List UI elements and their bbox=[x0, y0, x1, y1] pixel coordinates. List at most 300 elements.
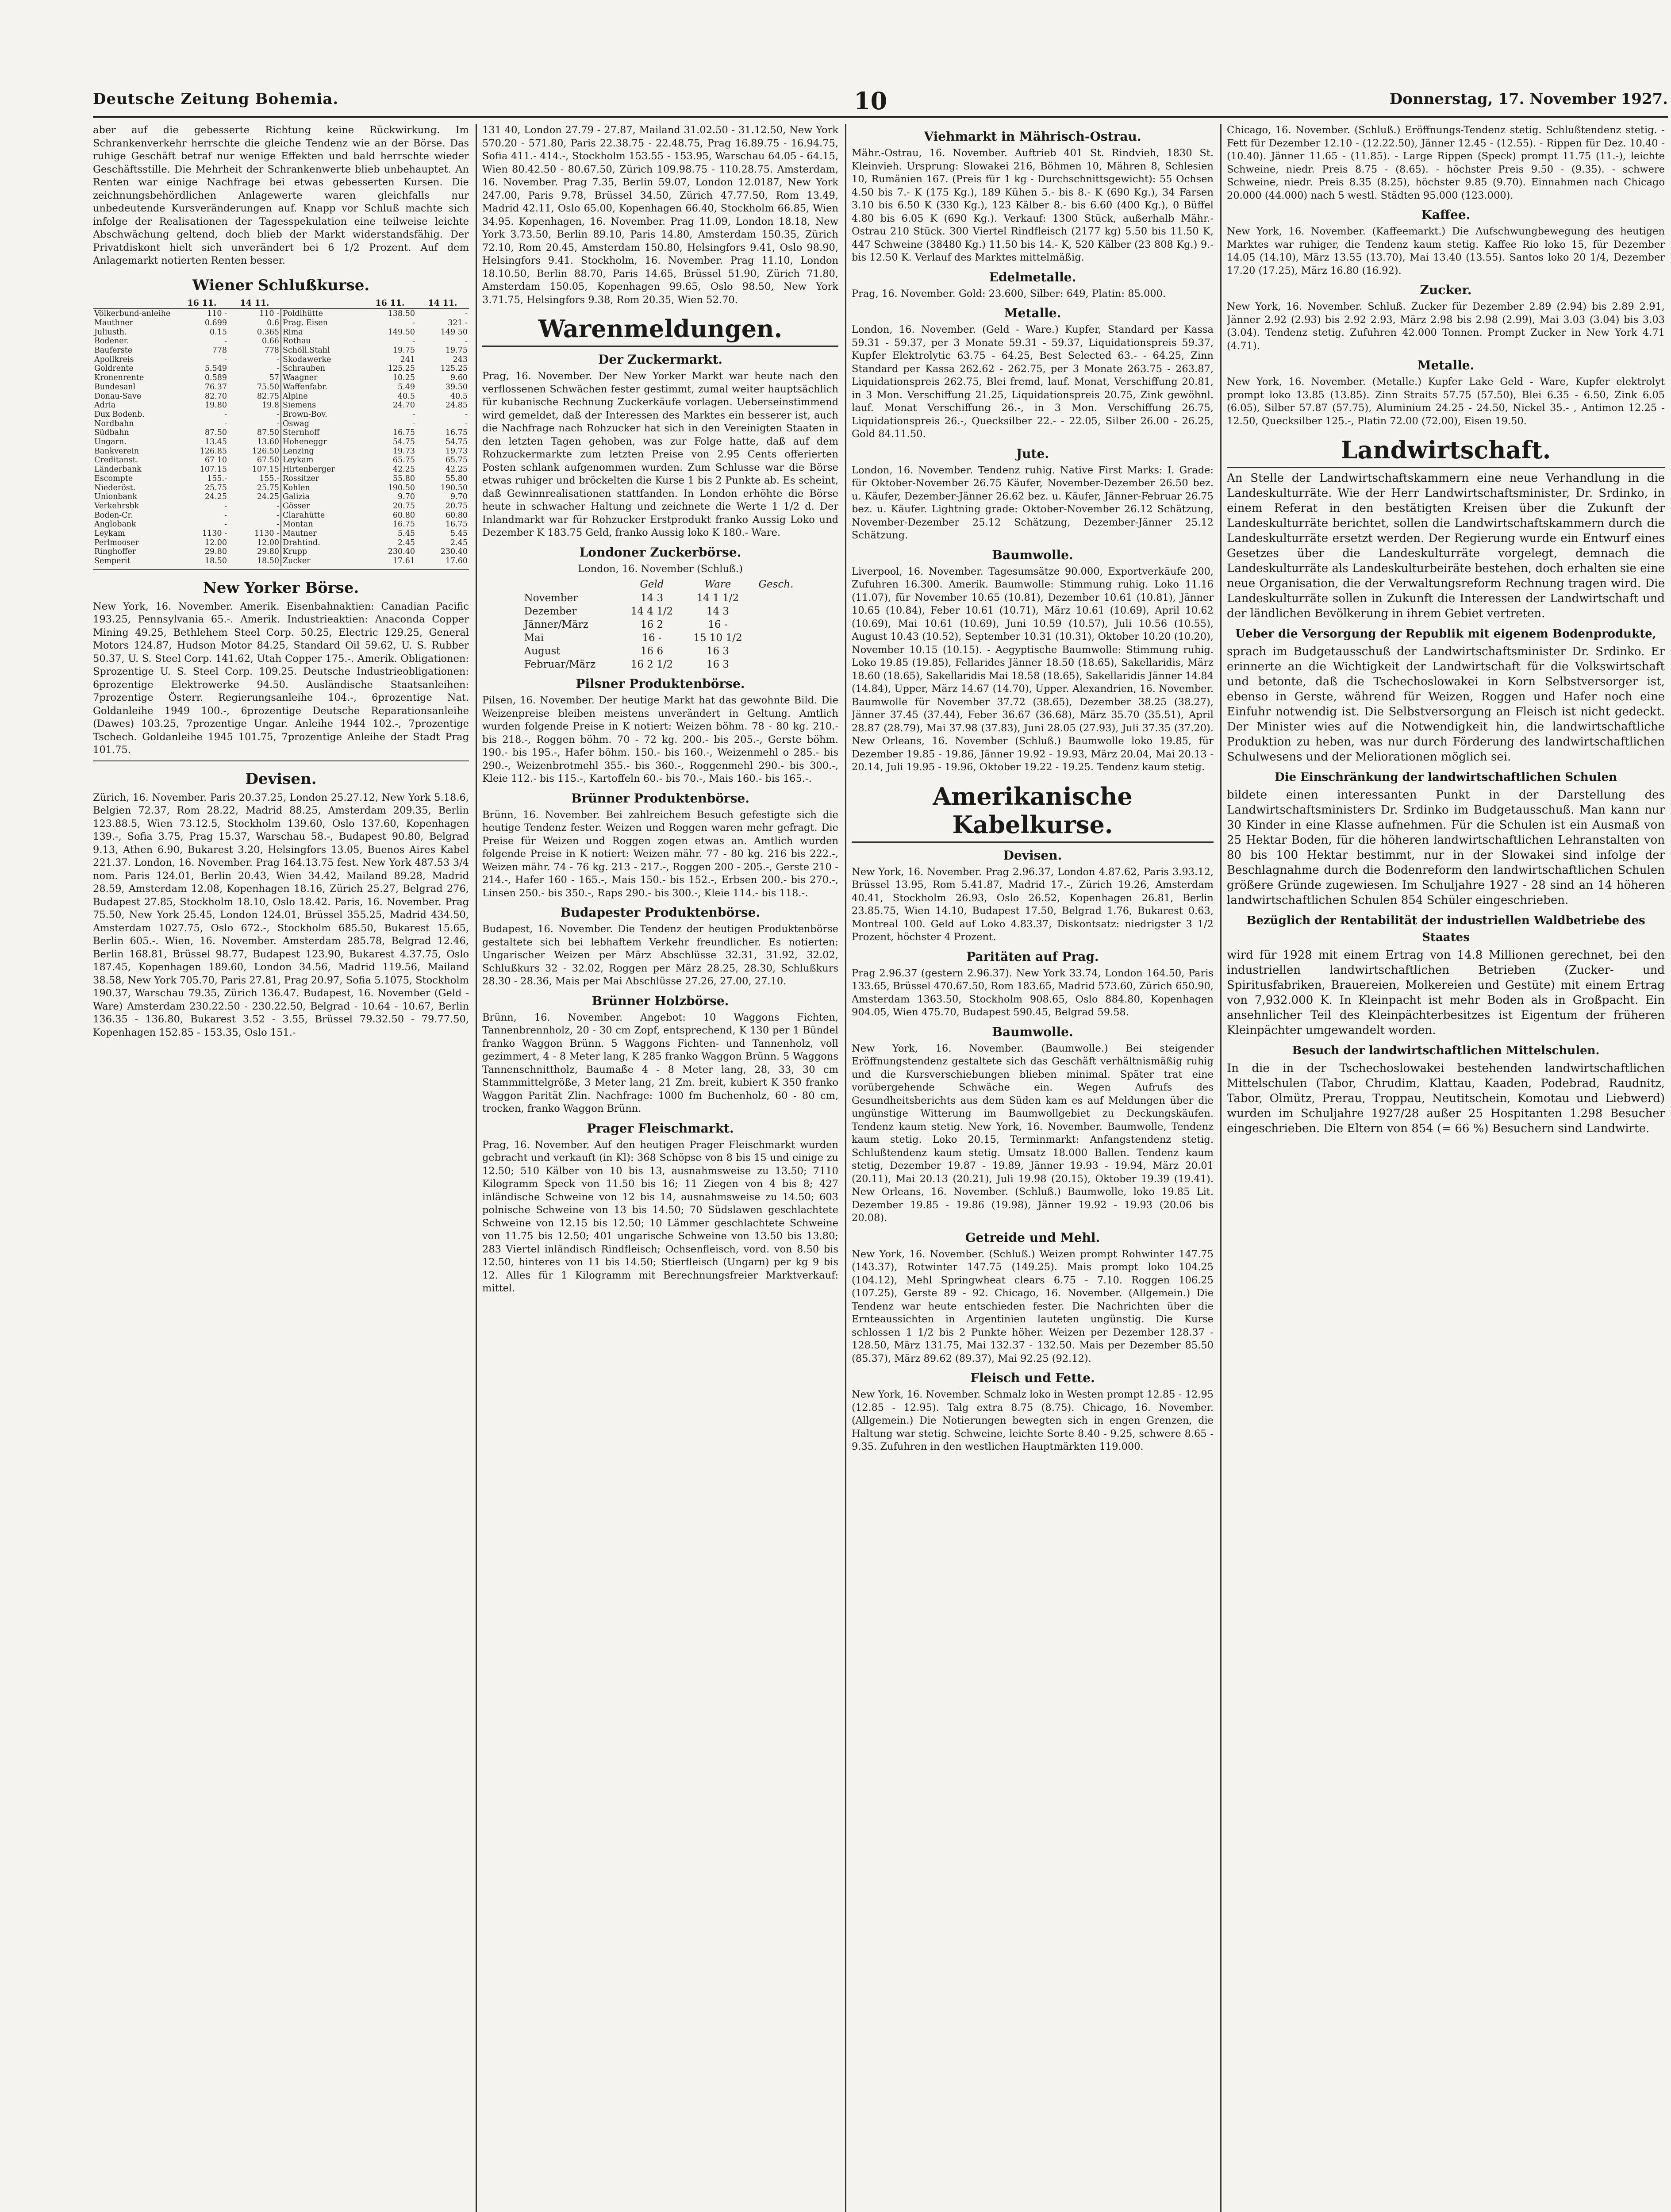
table-cell: 54.75 bbox=[392, 438, 415, 447]
landwirtschaft-text-1: An Stelle der Landwirtschaftskammern eine neue Verhandlung in die Landeskulturräte. Wie der Herr Landwirtschaftsminister, Dr. Srdinko, in einem Referat in den bestätigten Kreisen über die Zukunft der Landeskulturräte berichtet, sollen die Landwirtschaftskammern durch die Landeskulturräte ersetzt werden. Der Regierung wurde ein Entwurf eines Gesetzes über die Landeskulturräte vorgelegt, demnach die Landeskulturräte als Landeskulturbeiräte bestehen, doch erhalten sie eine neue Organisation, die der Verwaltungsreform Rechnung tragen wird. Die Landeskulturräte sollen in Zukunft die Interessen der Landwirtschaft und der ländlichen Bevölkerung in ihrem Gebiet vertreten. bbox=[1227, 472, 1665, 620]
table-cell: 20.75 bbox=[445, 501, 468, 511]
table-cell: - bbox=[224, 355, 227, 364]
table-row bbox=[522, 605, 799, 618]
table-cell: Donau-Save bbox=[94, 392, 142, 401]
table-cell: 110 - bbox=[259, 309, 279, 319]
table-cell: - bbox=[277, 520, 279, 529]
table-cell: - bbox=[277, 355, 279, 364]
table-cell: 321 - bbox=[448, 318, 468, 327]
table-cell: 19.73 bbox=[445, 446, 468, 456]
column-rule bbox=[1220, 124, 1222, 2212]
wiener-table-body bbox=[93, 309, 469, 566]
table-cell: 16 3 bbox=[706, 659, 730, 670]
table-row bbox=[93, 410, 469, 419]
table-cell: 9.60 bbox=[450, 373, 468, 383]
table-cell: 126.50 bbox=[252, 446, 279, 456]
table-header-cell bbox=[93, 298, 176, 309]
table-cell: Oswag bbox=[281, 419, 364, 429]
table-cell: Bodener. bbox=[94, 337, 129, 346]
jute-text: London, 16. November. Tendenz ruhig. Native First Marks: I. Grade: für Oktober-November 26.75 Käufer, November-Dezember 26.50 bez. u. Käufer, Dezember-Jänner 26.62 bez. u. Käufer, Jänner-Februar 26.75 bez. u. Käufer. Lightning grade: Oktober-November 26.12 Schätzung, November-Dezember 25.12 Schätzung, Dezember-Jänner 25.12 Schätzung. bbox=[852, 464, 1214, 541]
baumwolle-heading: Baumwolle. bbox=[992, 547, 1073, 562]
zucker-text: New York, 16. November. Schluß. Zucker für Dezember 2.89 (2.94) bis 2.89 2.91, Jänner 2.92 (2.93) bis 2.92 2.93, März 2.98 bis 2.98 (2.99), Mai 3.03 (3.04) bis 3.03 (3.04). Tendenz stetig. Zufuhren 42.000 Tonnen. Prompt Zucker in New York 4.71 (4.71). bbox=[1227, 301, 1665, 352]
table-cell bbox=[753, 591, 799, 605]
table-row bbox=[93, 557, 469, 566]
table-cell: 39.50 bbox=[445, 382, 468, 392]
table-cell bbox=[753, 645, 799, 658]
new-yorker-boerse-heading: New Yorker Börse. bbox=[203, 579, 359, 597]
table-cell: Lenzing bbox=[281, 447, 364, 456]
table-cell: - bbox=[224, 501, 227, 511]
bruenner-produktenboerse-heading: Brünner Produktenbörse. bbox=[571, 791, 750, 806]
table-header-cell: 14 11. bbox=[416, 298, 469, 309]
table-cell: 25.75 bbox=[204, 483, 227, 492]
page-number: 10 bbox=[854, 87, 887, 115]
table-cell: - bbox=[465, 309, 468, 319]
table-cell: Mauthner bbox=[94, 318, 133, 327]
table-cell: 0.589 bbox=[204, 373, 227, 383]
table-cell: 19.8 bbox=[262, 401, 279, 410]
table-cell: 16 2 1/2 bbox=[630, 659, 673, 670]
column-rule bbox=[845, 124, 846, 2212]
landwirtschaft-subheading-4: Besuch der landwirtschaftlichen Mittelschulen. bbox=[1292, 1044, 1600, 1057]
table-cell: 0.699 bbox=[204, 318, 227, 327]
baumwolle-ny-text: New York, 16. November. (Baumwolle.) Bei steigender Eröffnungstendenz gestaltete sich das Geschäft verhältnismäßig ruhig und die Kursverschiebungen blieben minimal. Später trat eine vorübergehende Schwäche ein. Wegen Aufrufs des Gesundheitsberichts aus dem Süden kam es auf Meldungen über die ungünstige Witterung im Baumwollgebiet zu Deckungskäufen. Tendenz kaum stetig. New York, 16. November. Baumwolle, Tendenz kaum stetig. Loko 20.15, Terminmarkt: Anfangstendenz stetig. Schlußtendenz kaum stetig. Umsatz 18.000 Ballen. Tendenz kaum stetig, Dezember 19.87 - 19.89, Jänner 19.93 - 19.94, März 20.01 (20.11), Mai 20.13 (20.21), Juli 19.98 (20.15), Oktober 19.39 (19.41). New Orleans, 16. November. (Schluß.) Baumwolle, loko 19.85 Lit. Dezember 19.85 - 19.86 (19.98), Jänner 19.92 - 19.93 (20.06 bis 20.08). bbox=[852, 1042, 1214, 1224]
table-cell: Alpine bbox=[281, 392, 364, 401]
table-cell: 19.75 bbox=[445, 346, 468, 355]
table-row bbox=[93, 419, 469, 429]
table-cell: 126.85 bbox=[200, 446, 227, 456]
table-cell: 19.80 bbox=[204, 401, 227, 410]
market-report-intro: aber auf die gebesserte Richtung keine Rückwirkung. Im Schrankenverkehr herrschte die gleiche Tendenz wie an der Börse. Das ruhige Geschäft betraf nur wenige Effekten und bald herrschte wieder Geschäftsstille. Die Mehrheit der Schrankenwerte blieb unbehauptet. An Renten war einige Nachfrage bei etwas gebesserten Kursen. Die zeichnungsbehördlichen Anlagewerte waren gleichfalls nur unbedeutende Kursveränderungen auf. Knapp vor Schluß machte sich infolge der Realisationen der Tagesspekulation eine teilweise leichte Abschwächung geltend, doch blieb der Markt widerstandsfähig. Der Privatdiskont hielt sich unverändert bei 6 1/2 Prozent. Auf dem Anlagemarkt notierten Renten besser. bbox=[93, 124, 469, 266]
landwirtschaft-heading: Landwirtschaft. bbox=[1227, 436, 1665, 468]
table-cell: - bbox=[412, 410, 415, 419]
table-cell: Rothau bbox=[281, 337, 364, 346]
header-rule bbox=[93, 116, 1668, 118]
table-cell: Länderbank bbox=[94, 465, 142, 474]
table-row bbox=[93, 484, 469, 493]
column-4 bbox=[1227, 124, 1665, 2212]
landwirtschaft-text-4: wird für 1928 mit einem Ertrag von 14.8 Millionen gerechnet, bei den industriellen landwirtschaftlichen Betrieben (Zucker- und Spiritusfabriken, Brauereien, Molkereien und Gestüte) mit einem Ertrag von 7,932.000 K. In Kleinpacht ist mehr Boden als in Großpacht. Ein ansehnlicher Teil des Kleinpächterbesitzes ist Eigentum der früheren Kleinpächter umgewandelt worden. bbox=[1227, 949, 1665, 1037]
table-cell: 54.75 bbox=[445, 438, 468, 447]
table-header-cell bbox=[281, 298, 364, 309]
table-header-row bbox=[522, 577, 799, 591]
table-cell: August bbox=[524, 645, 561, 657]
table-cell: Goldrente bbox=[94, 364, 134, 373]
table-cell: 20.75 bbox=[392, 501, 415, 511]
table-cell: Waffenfabr. bbox=[281, 383, 364, 392]
table-cell: 0.66 bbox=[262, 337, 279, 346]
budapester-produktenboerse-heading: Budapester Produktenbörse. bbox=[560, 905, 761, 920]
table-cell: 0.15 bbox=[210, 327, 227, 337]
table-cell: 16 2 bbox=[640, 619, 664, 630]
table-cell: 55.80 bbox=[392, 474, 415, 483]
table-cell: 16 3 bbox=[706, 645, 730, 657]
table-cell: 14 3 bbox=[640, 592, 664, 604]
table-cell: 5.45 bbox=[398, 529, 415, 538]
table-cell: 107.15 bbox=[252, 465, 279, 474]
table-header-cell: Geld bbox=[640, 579, 664, 590]
getreide-heading: Getreide und Mehl. bbox=[965, 1230, 1100, 1245]
table-cell: Hoheneggr bbox=[281, 438, 364, 447]
table-cell: 125.25 bbox=[388, 364, 415, 373]
table-cell: Leykam bbox=[281, 456, 364, 465]
table-cell: - bbox=[465, 410, 468, 419]
metalle-text: London, 16. November. (Geld - Ware.) Kupfer, Standard per Kassa 59.31 - 59.37, per 3 Monate 59.31 - 59.37, Liquidationspreis 59.37, Kupfer Elektrolytic 63.75 - 64.25, Best Selected 63.- - 64.25, Zinn Standard per Kassa 262.62 - 262.75, per 3 Monate 263.75 - 263.87, Liquidationspreis 262.75, Blei fremd, lauf. Monat, Verschiffung 20.81, in 3 Mon. Verschiffung 21.25, Liquidationspreis 20.75, Zink gewöhnl. lauf. Monat Verschiffung 26.-, in 3 Mon. Verschiffung 26.75, Liquidationspreis 26.-, Quecksilber 22.- - 22.05, Silber 26.00 - 26.25, Gold 84.11.50. bbox=[852, 324, 1214, 440]
table-cell: 107.15 bbox=[200, 465, 227, 474]
table-cell: 5.549 bbox=[204, 364, 227, 373]
table-cell: 17.61 bbox=[392, 557, 415, 566]
table-cell: Anglobank bbox=[94, 520, 136, 529]
devisen-heading: Devisen. bbox=[245, 770, 317, 788]
pilsner-text: Pilsen, 16. November. Der heutige Markt hat das gewohnte Bild. Die Weizenpreise bleiben meistens unverändert in Geltung. Amtlich wurden folgende Preise in K notiert: Weizen böhm. 78 - 80 kg. 210.- bis 218.-, Roggen böhm. 70 - 72 kg. 200.- bis 205.-, Gerste böhm. 190.- bis 195.-, Hafer böhm. 150.- bis 160.-, Weizenmehl o 285.- bis 290.-, Weizenbrotmehl 355.- bis 360.-, Roggenmehl 290.- bis 300.-, Kleie 112.- bis 115.-, Kartoffeln 60.- bis 70.-, Mais 160.- bis 165.-. bbox=[482, 695, 838, 784]
table-row bbox=[93, 529, 469, 538]
baumwolle-text: Liverpool, 16. November. Tagesumsätze 90.000, Exportverkäufe 200, Zufuhren 16.300. Amerik. Baumwolle: Stimmung ruhig. Loko 11.16 (11.07), für November 10.65 (10.81), Dezember 10.61 (10.81), Jänner 10.65 (10.84), Feber 10.61 (10.71), März 10.61 (10.69), April 10.62 (10.69), Mai 10.61 (10.69), Juni 10.59 (10.57), Juli 10.56 (10.55), August 10.43 (10.52), September 10.31 (10.31), Oktober 10.20 (10.20), November 10.15 (10.15). - Aegyptische Baumwolle: Stimmung ruhig. Loko 19.85 (19.85), Fellarides Jänner 18.50 (18.65), Sakellaridis, März 18.60 (18.65), Sakellaridis Mai 18.58 (18.65), Sakellaridis Jänner 14.84 (14.84), Upper, März 14.67 (14.70), Upper. Alexandrien, 16. November. Baumwolle für November 37.72 (38.65), Dezember 38.25 (38.27), Jänner 37.45 (37.44), Feber 36.67 (36.68), März 35.70 (35.51), April 28.87 (28.79), Mai 37.98 (37.83), Juni 28.05 (27.93), Juli 37.35 (37.20). New Orleans, 16. November (Schluß.) Baumwolle loko 19.85, für Dezember 19.85 - 19.86, Jänner 19.92 - 19.93, März 20.04, Mai 20.13 - 20.14, Juli 19.95 - 19.96, Oktober 19.22 - 19.25. Tendenz kaum stetig. bbox=[852, 565, 1214, 773]
table-cell: 18.50 bbox=[204, 557, 227, 566]
kaffee-text: New York, 16. November. (Kaffeemarkt.) Die Aufschwungbewegung des heutigen Marktes war ruhiger, die Tendenz kaum stetig. Kaffee Rio loko 15, für Dezember 14.05 (14.10), März 13.55 (13.70), Mai 13.40 (13.55). Santos loko 20 1/4, Dezember 17.20 (17.25), März 16.80 (16.92). bbox=[1227, 226, 1665, 276]
table-cell: 67 10 bbox=[204, 456, 227, 465]
table-cell: 15 10 1/2 bbox=[693, 632, 742, 644]
table-cell: - bbox=[465, 419, 468, 428]
table-cell: Gösser bbox=[281, 502, 364, 511]
table-cell: - bbox=[224, 419, 227, 428]
edelmetalle-text: Prag, 16. November. Gold: 23.600, Silber: 649, Platin: 85.000. bbox=[852, 288, 1166, 300]
paritaeten-text: Prag 2.96.37 (gestern 2.96.37). New York 33.74, London 164.50, Paris 133.65, Brüssel 470.67.50, Rom 183.65, Madrid 573.60, Zürich 650.90, Amsterdam 1363.50, Stockholm 908.65, Oslo 884.80, Kopenhagen 904.05, Wien 475.70, Budapest 590.45, Belgrad 59.58. bbox=[852, 967, 1214, 1018]
fleisch-fette-text: New York, 16. November. Schmalz loko in Westen prompt 12.85 - 12.95 (12.85 - 12.95). Talg extra 8.75 (8.75). Chicago, 16. November. (Allgemein.) Die Notierungen bewegten sich in engen Grenzen, die Haltung war stetig. Schweine, leichte Sorte 8.40 - 9.25, schwere 8.65 - 9.35. Zufuhren in den westlichen Hauptmärkten 119.000. bbox=[852, 1389, 1214, 1452]
table-cell bbox=[753, 618, 799, 631]
wiener-schlusskurse-heading: Wiener Schlußkurse. bbox=[192, 276, 370, 294]
edelmetalle-heading: Edelmetalle. bbox=[989, 269, 1076, 284]
budapest-text: Budapest, 16. November. Die Tendenz der heutigen Produktenbörse gestaltete sich bei lebhaftem Verkehr freundlicher. Es notierten: Ungarischer Weizen per März Abschlüsse 32.31, 31.92, 32.02, Schlußkurs 32 - 32.02, Roggen per März 28.25, 28.30, Schlußkurs 28.30 - 28.36, Mais per Mai Abschlüsse 27.26, 27.00, 27.10. bbox=[482, 923, 838, 987]
table-cell: 10.25 bbox=[392, 373, 415, 383]
table-cell: 243 bbox=[453, 355, 468, 364]
table-cell: 29.80 bbox=[204, 547, 227, 557]
table-cell: Schöll.Stahl bbox=[281, 346, 364, 355]
table-header-cell: 14 11. bbox=[228, 298, 281, 309]
table-cell: Mautner bbox=[281, 529, 364, 538]
table-row bbox=[93, 319, 469, 328]
table-row bbox=[93, 401, 469, 410]
ameri-devisen-heading: Devisen. bbox=[1003, 848, 1062, 863]
table-row bbox=[93, 346, 469, 355]
table-cell: 138.50 bbox=[388, 309, 415, 319]
table-cell: 16 - bbox=[708, 619, 728, 630]
table-cell: - bbox=[224, 410, 227, 419]
table-header-row bbox=[93, 298, 469, 309]
column-2 bbox=[482, 124, 838, 2212]
column-rule bbox=[476, 124, 477, 2212]
table-cell: 82.75 bbox=[257, 392, 279, 401]
table-cell: Kronenrente bbox=[94, 373, 144, 383]
table-cell: 230.40 bbox=[388, 547, 415, 557]
fleischmarkt-text: Prag, 16. November. Auf den heutigen Prager Fleischmarkt wurden gebracht und verkauft (in Kl): 368 Schöpse von 8 bis 15 und einige zu 12.50; 510 Kälber von 10 bis 13, ausnahmsweise zu 13.50; 7110 Kilogramm Speck von 11.50 bis 16; 11 Ziegen von 4 bis 8; 427 inländische Schweine von 12 bis 14, ausnahmsweise zu 14.50; 603 polnische Schweine von 13 bis 14.50; 70 Südslawen geschlachtete Schweine von 12.15 bis 12.50; 10 Lämmer geschlachtete Schweine von 11.75 bis 12.50; 401 ungarische Schweine von 13.50 bis 13.80; 283 Viertel inländisch Rindfleisch; Ochsenfleisch, vord. von 8.50 bis 12.50, hinteres von 11 bis 14.50; Stierfleisch (Ungarn) per kg 9 bis 12. Alles für 1 Kilogramm mit Berechnungsfreier Marktverkauf: mittel. bbox=[482, 1139, 838, 1294]
metalle-ny-heading: Metalle. bbox=[1417, 358, 1475, 373]
table-cell: Ungarn. bbox=[94, 438, 127, 447]
table-cell: 2.45 bbox=[398, 538, 415, 547]
table-header-cell: Ware bbox=[704, 579, 731, 590]
table-cell: Nordbahn bbox=[94, 419, 134, 428]
table-cell: 87.50 bbox=[204, 428, 227, 438]
table-cell: Mai bbox=[524, 632, 544, 644]
table-cell: Hirtenberger bbox=[281, 465, 364, 474]
landwirtschaft-text-5: In die in der Tschechoslowakei bestehenden landwirtschaftlichen Mittelschulen (Tabor, Chrudim, Klattau, Kaaden, Podebrad, Raudnitz, Tabor, Olmütz, Prerau, Troppau, Neutitschein, Komotau und Liebwerd) wurden im Schuljahre 1927/28 außer 25 Hospitanten 1.298 Besucher eingeschrieben. Die Eltern von 854 (= 66 %) Besuchern sind Landwirte. bbox=[1227, 1062, 1665, 1135]
table-cell: 60.80 bbox=[445, 511, 468, 520]
table-cell: 0.365 bbox=[257, 327, 279, 337]
bruenner-holzboerse-heading: Brünner Holzbörse. bbox=[592, 993, 729, 1008]
table-cell: - bbox=[224, 511, 227, 520]
table-row bbox=[93, 373, 469, 383]
table-cell: 76.37 bbox=[204, 382, 227, 392]
table-cell: 42.25 bbox=[392, 465, 415, 474]
table-cell: - bbox=[277, 511, 279, 520]
table-cell: Siemens bbox=[281, 401, 364, 410]
table-cell: - bbox=[277, 364, 279, 373]
table-row bbox=[522, 591, 799, 605]
table-header-cell bbox=[522, 577, 621, 591]
londoner-table-body bbox=[522, 591, 799, 671]
bruenner-text: Brünn, 16. November. Bei zahlreichem Besuch gefestigte sich die heutige Tendenz fester. Weizen und Roggen waren mehr gefragt. Die Preise für Weizen und Roggen zogen etwas an. Amtlich wurden folgende Preise in K notiert: Weizen mähr. 77 - 80 kg. 216 bis 222.-, Weizen mähr. 74 - 76 kg. 213 - 217.-, Roggen 200 - 205.-, Gerste 210 - 214.-, Hafer 160 - 165.-, Mais 150.- bis 152.-, Erbsen 200.- bis 270.-, Linsen 250.- bis 350.-, Raps 290.- bis 300.-, Kleie 114.- bis 118.-. bbox=[482, 809, 838, 899]
table-cell: 2.45 bbox=[450, 538, 468, 547]
metalle-heading: Metalle. bbox=[1004, 306, 1061, 320]
table-cell: 155.- bbox=[207, 474, 227, 483]
landwirtschaft-text-3: bildete einen interessanten Punkt in der Darstellung des Landwirtschaftsministers Dr. Srdinko im Budgetausschuß. Man kann nur 30 Kinder in eine Klasse aufnehmen. Für die Schulen ist ein Ausmaß von 25 Hektar Boden, für die höheren landwirtschaftlichen Lehranstalten von 80 bis 100 Hektar bestimmt, nur in der Slowakei sind infolge der Beschlagnahme durch die Bodenreform den landwirtschaftlichen Schulen größere Gründe zugewiesen. Im Schuljahre 1927 - 28 sind an 14 höheren landwirtschaftlichen Schulen 854 Schüler eingeschrieben. bbox=[1227, 788, 1665, 907]
table-cell: 16.75 bbox=[445, 428, 468, 438]
table-cell: November bbox=[524, 592, 578, 604]
table-row bbox=[93, 309, 469, 319]
table-cell: 87.50 bbox=[257, 428, 279, 438]
table-cell: 125.25 bbox=[440, 364, 468, 373]
table-cell: 14 4 1/2 bbox=[630, 606, 673, 617]
table-cell: Brown-Bov. bbox=[281, 410, 364, 419]
paritaeten-heading: Paritäten auf Prag. bbox=[966, 949, 1099, 964]
table-row bbox=[522, 645, 799, 658]
table-row bbox=[93, 538, 469, 548]
table-cell: Prag. Eisen bbox=[281, 319, 364, 328]
column-1 bbox=[93, 124, 469, 2212]
table-cell: 0.6 bbox=[267, 318, 279, 327]
table-cell: Kohlen bbox=[281, 484, 364, 493]
table-cell: Zucker bbox=[281, 557, 364, 566]
column-3 bbox=[852, 124, 1214, 2212]
wiener-schlusskurse-table bbox=[93, 298, 469, 566]
kaffee-heading: Kaffee. bbox=[1421, 207, 1471, 222]
table-cell: - bbox=[277, 410, 279, 419]
devisen-text: Zürich, 16. November. Paris 20.37.25, London 25.27.12, New York 5.18.6, Belgien 72.37, Rom 28.22, Madrid 88.25, Amsterdam 209.35, Berlin 123.88.5, Wien 73.12.5, Stockholm 139.60, Oslo 137.60, Kopenhagen 139.-, Sofia 3.75, Prag 15.37, Warschau 58.-, Budapest 90.80, Belgrad 9.13, Athen 6.90, Bukarest 3.20, Helsingfors 13.05, Buenos Aires Kabel 221.37. London, 16. November. Prag 164.13.75 fest. New York 487.53 3/4 nom. Paris 124.01, Berlin 20.43, Wien 34.42, Mailand 89.28, Madrid 28.59, Amsterdam 12.08, Kopenhagen 18.16, Zürich 25.27, Belgrad 276, Budapest 27.85, Stockholm 18.10, Oslo 18.42. Paris, 16. November. Prag 75.50, New York 25.45, London 124.01, Brüssel 355.25, Madrid 434.50, Amsterdam 1027.75, Oslo 672.-, Stockholm 685.50, Bukarest 15.65, Berlin 605.-. Wien, 16. November. Amsterdam 285.78, Belgrad 12.46, Berlin 168.81, Brüssel 98.77, Budapest 123.90, Bukarest 4.37.75, Oslo 187.45, Kopenhagen 189.60, London 34.56, Madrid 119.56, Mailand 38.58, New York 705.70, Paris 27.81, Prag 20.97, Sofia 5.1075, Stockholm 190.37, Warschau 79.35, Zürich 136.47. Budapest, 16. November (Geld - Ware) Amsterdam 230.22.50 - 230.22.50, Belgrad - 10.64 - 10.67, Berlin 136.35 - 136.80, Bukarest 3.52 - 3.55, Brüssel 79.32.50 - 79.77.50, Kopenhagen 152.85 - 153.35, Oslo 151.- bbox=[93, 791, 469, 1038]
table-row bbox=[93, 502, 469, 511]
table-cell: - bbox=[412, 337, 415, 346]
table-header-cell: 16 11. bbox=[364, 298, 416, 309]
table-cell: Escompte bbox=[94, 474, 133, 483]
table-cell: 1130 - bbox=[202, 529, 227, 538]
chicago-text: Chicago, 16. November. (Schluß.) Eröffnungs-Tendenz stetig. Schlußtendenz stetig. - Fett für Dezember 12.10 - (12.22.50), Jänner 12.45 - (12.55). - Rippen für Dez. 10.40 - (10.40). Jänner 11.65 - (11.85). - Large Rippen (Speck) prompt 11.75 (11.-), leichte Schweine, niedr. Preis 8.75 - (8.65). - höchster Preis 9.50 - (9.35). - schwere Schweine, niedr. Preis 8.35 (8.25), höchster 9.85 (9.70). Einnahmen nach Chicago 20.000 (44.000) nach 5 westl. Städten 95.000 (123.000). bbox=[1227, 124, 1665, 201]
table-cell: Unionbank bbox=[94, 492, 137, 502]
table-row bbox=[93, 364, 469, 373]
table-cell: 17.60 bbox=[445, 557, 468, 566]
table-cell: Semperit bbox=[94, 557, 131, 566]
table-cell: - bbox=[412, 318, 415, 327]
table-cell: 24.25 bbox=[257, 492, 279, 502]
table-cell: Dux Bodenb. bbox=[94, 410, 145, 419]
londoner-zuckerboerse-heading: Londoner Zuckerbörse. bbox=[579, 545, 741, 560]
table-cell: Februar/März bbox=[524, 659, 596, 670]
table-row bbox=[93, 511, 469, 520]
londoner-zucker-table bbox=[522, 577, 799, 671]
table-cell: - bbox=[224, 520, 227, 529]
table-cell: 65.75 bbox=[392, 456, 415, 465]
table-cell: Poldihütte bbox=[281, 309, 364, 319]
table-cell: 19.75 bbox=[392, 346, 415, 355]
new-york-stocks-text: New York, 16. November. Amerik. Eisenbahnaktien: Canadian Pacific 193.25, Pennsylvania 65.-. Amerik. Industrieaktien: Anaconda Copper Mining 49.25, Bethlehem Steel Corp. 50.25, Electric 129.25, General Motors 124.87, Hudson Motor 84.25, Standard Oil 59.62, U. S. Rubber 50.37, U. S. Steel Corp. 141.62, Utah Copper 175.-. Amerik. Obligationen: Sprozentige U. S. Steel Corp. 109.25. Deutsche Industrieobligationen: 6prozentige Elektrowerke 94.50. Ausländische Staatsanleihen: 7prozentige Österr. Regierungsanleihe 104.-, 6prozentige Nat. Goldanleihe 1949 100.-, 6prozentige Deutsche Reparationsanleihe (Dawes) 103.25, 7prozentige Ungar. Anleihe 1944 102.-, 7prozentige Tschech. Goldanleihe 1945 101.75, 7prozentige Anleihe der Stadt Prag 101.75. bbox=[93, 600, 469, 756]
table-row bbox=[93, 447, 469, 456]
table-cell: Jänner/März bbox=[524, 619, 588, 630]
table-cell: 241 bbox=[400, 355, 415, 364]
viehmarkt-heading: Viehmarkt in Mährisch-Ostrau. bbox=[924, 129, 1141, 144]
table-cell: 24.70 bbox=[392, 401, 415, 410]
table-cell: 9.70 bbox=[398, 492, 415, 502]
table-row bbox=[93, 383, 469, 392]
zucker-heading: Zucker. bbox=[1420, 283, 1472, 297]
table-row bbox=[93, 465, 469, 474]
landwirtschaft-subheading-1: Ueber die Versorgung der Republik mit eigenem Bodenprodukte, bbox=[1235, 627, 1656, 641]
table-cell: Adria bbox=[94, 401, 116, 410]
table-cell: 65.75 bbox=[445, 456, 468, 465]
holz-text: Brünn, 16. November. Angebot: 10 Waggons Fichten, Tannenbrennholz, 20 - 30 cm Zopf, entsprechend, K 130 per 1 Bündel franko Waggon Brünn. 5 Waggons Fichten- und Tannenholz, voll gezimmert, 4 - 8 Meter lang, K 285 franko Waggon Brünn. 5 Waggons Tannenschnittholz, Baumaße 4 - 8 Meter lang, 28, 33, 30 cm Stammmittelgröße, 3 Meter lang, 21 Zm. breit, kubiert K 350 franko Waggon Parität Zlin. Nachfrage: 1000 fm Buchenholz, 60 - 80 cm, trocken, franko Waggon Brünn. bbox=[482, 1011, 838, 1114]
table-cell: Creditanst. bbox=[94, 456, 138, 465]
table-row bbox=[93, 474, 469, 484]
table-cell: 1130 - bbox=[254, 529, 279, 538]
table-cell: Drahtind. bbox=[281, 538, 364, 548]
table-cell: 5.49 bbox=[398, 382, 415, 392]
table-header-cell: 16 11. bbox=[176, 298, 228, 309]
table-cell: Dezember bbox=[524, 606, 577, 617]
table-cell: 40.5 bbox=[450, 392, 468, 401]
fleisch-fette-heading: Fleisch und Fette. bbox=[970, 1371, 1095, 1385]
metalle-ny-text: New York, 16. November. (Metalle.) Kupfer Lake Geld - Ware, Kupfer elektrolyt prompt loko 13.85 (13.85). Zinn Straits 57.75 (57.50), Blei 6.35 - 6.50, Zink 6.05 (6.05), Silber 57.87 (57.75), Aluminium 24.25 - 24.50, Nickel 35.- , Antimon 12.25 - 12.50, Quecksilber 125.-, Platin 72.00 (72.00), Eisen 19.50. bbox=[1227, 376, 1665, 427]
getreide-text: New York, 16. November. (Schluß.) Weizen prompt Rohwinter 147.75 (143.37), Rotwinter 147.75 (149.25). Mais prompt loko 104.25 (104.12), Mehl Springwheat clears 6.75 - 7.10. Roggen 106.25 (107.25), Gerste 89 - 92. Chicago, 16. November. (Allgemein.) Die Tendenz war heute entschieden fester. Die Nachrichten über die Ernteaussichten in Argentinien lauteten ungünstig. Die Kurse schlossen 1 1/2 bis 2 Punkte höher. Weizen per Dezember 128.37 - 128.50, März 131.75, Mai 132.37 - 132.50. Mais per Dezember 85.50 (85.37), März 89.62 (89.37), Mai 92.25 (92.12). bbox=[852, 1248, 1214, 1364]
table-cell: 67.50 bbox=[257, 456, 279, 465]
table-cell: Südbahn bbox=[94, 428, 129, 438]
table-cell: Rossitzer bbox=[281, 474, 364, 484]
zuckermarkt-text: Prag, 16. November. Der New Yorker Markt war heute nach den verflossenen Schwächen fester gestimmt, zumal weiter hauptsächlich für kubanische Rechnung Zuckerkäufe vorlagen. Ueberseinstimmend wird gemeldet, daß der Interessen des Marktes ein besserer ist, auch die Nachfrage nach Rohzucker hat sich in den Vereinigten Staaten in den letzten Tagen gehoben, was zur Folge hatte, daß auf dem Rohzuckermarkte zum letzten Preise von 2.95 Cents offerierten Posten schlank aufgenommen wurden. Zum Schlusse war die Börse etwas ruhiger und bröckelten die Kurse 1 bis 2 Punkte ab. Es scheint, daß Gewinnrealisationen stattfanden. In London erhöhte die Börse heute in schwacher Haltung und zeichnete die Werte 1 1/2 d. Der Inlandmarkt war für Rohzucker Erstprodukt franko Aussig Loko und Dezember K 183.75 Geld, franko Aussig loko K 180.- Ware. bbox=[482, 370, 838, 538]
table-cell: 190.50 bbox=[440, 483, 468, 492]
table-cell: 12.00 bbox=[257, 538, 279, 547]
table-row bbox=[93, 328, 469, 337]
table-row bbox=[93, 428, 469, 438]
table-cell: 24.85 bbox=[445, 401, 468, 410]
table-cell bbox=[753, 605, 799, 618]
amerikanische-kabelkurse-heading: Amerikanische Kabelkurse. bbox=[852, 782, 1214, 843]
table-cell: 14 1 1/2 bbox=[696, 592, 739, 604]
table-cell: Krupp bbox=[281, 547, 364, 557]
table-row bbox=[522, 618, 799, 631]
table-cell: - bbox=[277, 501, 279, 511]
table-cell: 16 - bbox=[642, 632, 662, 644]
table-cell: 13.45 bbox=[204, 438, 227, 447]
table-cell: 60.80 bbox=[392, 511, 415, 520]
table-cell: Rima bbox=[281, 328, 364, 337]
table-row bbox=[93, 492, 469, 502]
table-cell: Juliusth. bbox=[94, 327, 127, 337]
table-cell: 24.25 bbox=[204, 492, 227, 502]
table-row bbox=[93, 392, 469, 401]
londoner-dateline: London, 16. November (Schluß.) bbox=[578, 563, 743, 575]
table-cell: - bbox=[465, 337, 468, 346]
table-cell: Bankverein bbox=[94, 446, 139, 456]
table-row bbox=[93, 355, 469, 365]
table-cell: Bauferste bbox=[94, 346, 133, 355]
table-cell: Bundesanl bbox=[94, 382, 136, 392]
table-cell: 16.75 bbox=[392, 428, 415, 438]
table-cell: Verkehrsbk bbox=[94, 501, 139, 511]
table-cell: 18.50 bbox=[257, 557, 279, 566]
ameri-devisen-text: New York, 16. November. Prag 2.96.37, London 4.87.62, Paris 3.93.12, Brüssel 13.95, Rom 5.41.87, Madrid 17.-, Zürich 19.26, Amsterdam 40.41, Stockholm 26.93, Oslo 26.52, Kopenhagen 26.81, Berlin 23.85.75, Wien 14.10, Budapest 17.50, Belgrad 1.76, Bukarest 0.63, Montreal 100. Geld auf Loko 4.83.37, Diskontsatz: niedrigster 3 1/2 Prozent, höchster 4 Prozent. bbox=[852, 866, 1214, 943]
divider bbox=[93, 760, 469, 761]
table-cell: Leykam bbox=[94, 529, 125, 538]
exchange-rates-text: 131 40, London 27.79 - 27.87, Mailand 31.02.50 - 31.12.50, New York 570.20 - 571.80, Paris 22.38.75 - 22.48.75, Prag 16.89.75 - 16.94.75, Sofia 411.- 414.-, Stockholm 153.55 - 153.95, Warschau 64.05 - 64.15, Wien 80.42.50 - 80.67.50, Zürich 109.98.75 - 110.28.75. Amsterdam, 16. November. Prag 7.35, Berlin 59.07, London 12.0187, New York 247.00, Paris 9.78, Brüssel 34.50, Zürich 47.77.50, Rom 13.49, Madrid 42.11, Oslo 65.00, Kopenhagen 66.40, Stockholm 66.85, Wien 34.95. Kopenhagen, 16. November. Prag 11.09, London 18.18, New York 3.73.50, Berlin 89.10, Paris 14.80, Amsterdam 150.35, Zürich 72.10, Rom 20.45, Amsterdam 150.80, Helsingfors 9.41, Oslo 98.90, Helsingfors 9.41. Stockholm, 16. November. Prag 11.10, London 18.10.50, Berlin 88.70, Paris 14.65, Brüssel 51.90, Zürich 71.80, Amsterdam 150.05, Kopenhagen 99.65, Oslo 98.50, New York 3.71.75, Helsingfors 9.38, Rom 20.35, Wien 52.70. bbox=[482, 124, 838, 306]
table-cell: - bbox=[224, 337, 227, 346]
table-cell: 16.75 bbox=[445, 520, 468, 529]
table-cell: 149 50 bbox=[440, 327, 468, 337]
paper-name: Deutsche Zeitung Bohemia. bbox=[93, 90, 339, 108]
table-cell: 82.70 bbox=[204, 392, 227, 401]
table-row bbox=[93, 547, 469, 557]
table-cell bbox=[753, 658, 799, 671]
table-cell: 29.80 bbox=[257, 547, 279, 557]
landwirtschaft-text-2: sprach im Budgetausschuß der Landwirtschaftsminister Dr. Srdinko. Er erinnerte an die Wichtigkeit der Landwirtschaft für die Volkswirtschaft und betonte, daß die Tschechoslowakei in Korn Selbstversorger ist, ebenso in Gerste, während für Weizen, Roggen und Hafer noch eine Einfuhr notwendig ist. Die Selbstversorgung an Fleisch ist nicht gedeckt. Der Minister wies auf die Notwendigkeit hin, die landwirtschaftliche Produktion zu heben, was nur durch Förderung des landwirtschaftlichen Schulwesens und der Meliorationen möglich sei. bbox=[1227, 645, 1665, 764]
table-cell: 155.- bbox=[259, 474, 279, 483]
table-header-cell: Gesch. bbox=[758, 579, 794, 590]
table-row bbox=[522, 631, 799, 645]
landwirtschaft-subheading-2: Die Einschränkung der landwirtschaftlichen Schulen bbox=[1275, 771, 1617, 784]
table-row bbox=[522, 658, 799, 671]
table-cell: Montan bbox=[281, 520, 364, 529]
prager-fleischmarkt-heading: Prager Fleischmarkt. bbox=[587, 1121, 734, 1136]
table-cell: 42.25 bbox=[445, 465, 468, 474]
pilsner-produktenboerse-heading: Pilsner Produktenbörse. bbox=[576, 676, 745, 691]
table-cell: 14 3 bbox=[706, 606, 730, 617]
table-cell: Niederöst. bbox=[94, 483, 136, 492]
table-cell: 16.75 bbox=[392, 520, 415, 529]
table-cell: Perlmooser bbox=[94, 538, 139, 547]
table-cell: 190.50 bbox=[388, 483, 415, 492]
table-cell: 149.50 bbox=[388, 327, 415, 337]
table-cell: 5.45 bbox=[450, 529, 468, 538]
baumwolle-ny-heading: Baumwolle. bbox=[992, 1024, 1073, 1039]
table-cell: 778 bbox=[264, 346, 279, 355]
table-cell: - bbox=[412, 419, 415, 428]
table-cell: 55.80 bbox=[445, 474, 468, 483]
table-cell: - bbox=[277, 419, 279, 428]
viehmarkt-text: Mähr.-Ostrau, 16. November. Auftrieb 401 St. Rindvieh, 1830 St. Kleinvieh. Ursprung: Slowakei 216, Böhmen 10, Mähren 8, Schlesien 10, Rumänien 167. (Preis für 1 kg - Durchschnittsgewicht): 55 Ochsen 4.50 bis 7.- K (175 Kg.), 189 Kühen 5.- bis 8.- K (690 Kg.), 34 Farsen 3.10 bis 6.50 K (330 Kg.), 123 Kälber 8.- bis 6.60 (400 Kg.), 0 Büffel 4.80 bis 6.05 K (690 Kg.). Verkauf: 1300 Stück, außerhalb Mähr.-Ostrau 210 Stück. 300 Viertel Rindfleisch (2177 kg) 5.50 bis 11.50 K, 447 Schweine (38480 Kg.) 11.50 bis 14.- K, 520 Kälber (23 808 Kg.) 9.- bis 12.50 K. Verlauf des Marktes mittelmäßig. bbox=[852, 147, 1214, 263]
table-row bbox=[93, 438, 469, 447]
table-cell: 40.5 bbox=[398, 392, 415, 401]
warenmeldungen-heading: Warenmeldungen. bbox=[482, 315, 838, 347]
issue-date: Donnerstag, 17. November 1927. bbox=[1389, 90, 1668, 108]
table-cell: Boden-Cr. bbox=[94, 511, 133, 520]
table-cell: 25.75 bbox=[257, 483, 279, 492]
table-row bbox=[93, 520, 469, 529]
zuckermarkt-heading: Der Zuckermarkt. bbox=[598, 352, 722, 367]
table-cell: Völkerbund-anleihe bbox=[94, 309, 171, 319]
landwirtschaft-subheading-3: Bezüglich der Rentabilität der industriellen Waldbetriebe des Staates bbox=[1246, 914, 1645, 944]
table-cell: 16 6 bbox=[640, 645, 664, 657]
table-cell: Galizia bbox=[281, 492, 364, 502]
table-cell: 12.00 bbox=[204, 538, 227, 547]
table-cell: 778 bbox=[212, 346, 227, 355]
table-row bbox=[93, 337, 469, 346]
table-cell: Apollkreis bbox=[94, 355, 134, 364]
jute-heading: Jute. bbox=[1016, 446, 1049, 461]
table-cell: 110 - bbox=[207, 309, 227, 319]
